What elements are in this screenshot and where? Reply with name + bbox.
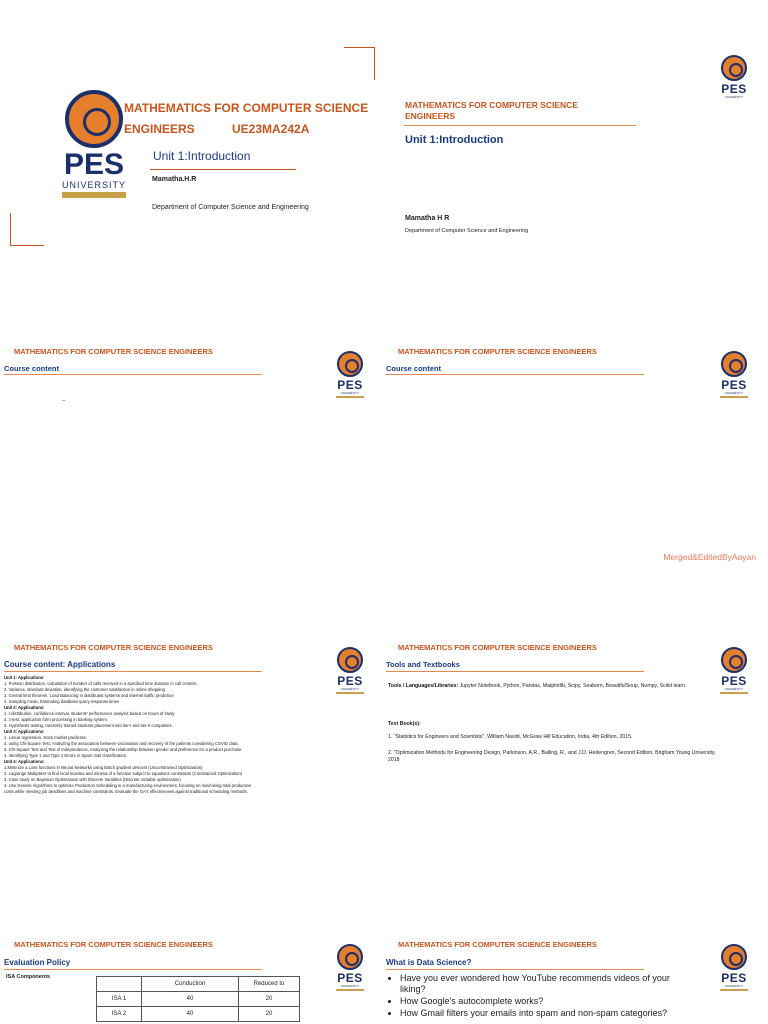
list-item-text: 4. Identifying Type 1 and Type 2 Errors in Spam mail classification. — [4, 753, 128, 758]
logo-bar — [62, 192, 126, 198]
logo-university: UNIVERSITY — [724, 687, 743, 691]
list-item-text: costs while meeting job deadlines and machine constraints. Evaluate the GA's effectiveness against traditional scheduling methods. — [4, 789, 248, 794]
list-item-text: 2. Lagrange Multipliers to find local maxima and minima of a function subject to equations constraints (Constrained Optimization) — [4, 771, 243, 776]
university-logo — [720, 351, 748, 398]
applications-list — [4, 675, 344, 795]
list-item-text: 3. Central limit theorem, Load Balancing in distributed systems and internet traffic prediction — [4, 693, 174, 698]
logo-pes: PES — [337, 971, 363, 985]
seal-icon — [65, 90, 123, 148]
seal-icon — [721, 351, 747, 377]
table-header-cell: Reduced to — [239, 977, 300, 992]
logo-pes: PES — [63, 148, 125, 181]
seal-icon — [337, 351, 363, 377]
university-logo — [336, 944, 364, 991]
unit-heading: Unit 4: Applications: — [4, 759, 45, 764]
department: Department of Computer Science and Engineering — [405, 228, 529, 234]
slide-data-science — [384, 888, 768, 1024]
corner-line-top — [344, 47, 374, 48]
table-header-cell — [97, 977, 142, 992]
logo-pes: PES — [337, 674, 363, 688]
slide-title-text: MATHEMATICS FOR COMPUTER SCIENCE ENGINEERS — [398, 643, 597, 652]
slide-subtitle: Evaluation Policy — [4, 958, 71, 967]
unit-heading: Unit 2: Applications: — [4, 705, 45, 710]
slide-title-text: MATHEMATICS FOR COMPUTER SCIENCE ENGINEERS — [14, 643, 213, 652]
list-item-text: 4. Use Genetic Algorithms to optimize Production Scheduling in a manufacturing environment, focusing on minimising total production — [4, 783, 252, 788]
subtitle-rule — [386, 671, 644, 672]
university-logo — [336, 351, 364, 398]
data-science-bullets — [388, 973, 670, 1020]
slide-title-text: MATHEMATICS FOR COMPUTER SCIENCE ENGINEERS — [398, 940, 597, 949]
subtitle-rule — [4, 671, 262, 672]
list-item-text: 3. Chi-Square Test and Test of Independence, Analyzing the relationship between gender and preference for a product purchase. — [4, 747, 243, 752]
slide-tools — [384, 592, 768, 888]
university-logo — [720, 647, 748, 694]
textbooks-label: Text Book(s): — [388, 721, 421, 727]
logo-pes: PES — [721, 971, 747, 985]
slide-title-text: MATHEMATICS FOR COMPUTER SCIENCE ENGINEERS — [14, 940, 213, 949]
slide-subtitle: What is Data Science? — [386, 958, 472, 967]
seal-icon — [721, 55, 747, 81]
table-row — [97, 1007, 300, 1022]
list-item-text: 2. using Chi-Square Test, Analyzing the association between vaccination and recovery of the patients considering COVID data. — [4, 741, 239, 746]
table-cell: ISA 1 — [97, 992, 142, 1007]
list-item-text: 1.Minimize a Loss functions in Neural Networks using Batch gradient descent (Unconstrained Optimization) — [4, 765, 203, 770]
stray-mark: – — [62, 398, 66, 404]
course-code: UE23MA242A — [232, 122, 310, 136]
logo-pes: PES — [721, 82, 747, 96]
slide-subtitle: Course content — [386, 364, 442, 373]
corner-line-bottom-v — [10, 213, 11, 245]
list-item-text: 1. t-distribution, confidence interval, students' performance analysis based on hours of study — [4, 711, 175, 716]
table-cell: 20 — [239, 1007, 300, 1022]
course-title-line2: ENGINEERS — [124, 122, 195, 136]
logo-university: UNIVERSITY — [62, 180, 127, 190]
list-item-text: 1. Poisson distribution, calculation of number of calls received in a specified time duration in call centers. — [4, 681, 198, 686]
department: Department of Computer Science and Engineering — [152, 204, 309, 211]
list-item-text: 1. Linear regression, stock market prediction — [4, 735, 87, 740]
subtitle-rule — [386, 374, 644, 375]
seal-icon — [337, 944, 363, 970]
slide-course-content-1 — [0, 296, 384, 592]
logo-bar — [720, 989, 748, 991]
slide-title — [0, 0, 384, 296]
logo-university: UNIVERSITY — [340, 984, 359, 988]
list-item-text: 3. Case study on Bayesian Optimization with Discrete Variables (Discrete Variable optimization) — [4, 777, 181, 782]
list-item-text: 2. Variance, standard deviation, identifying the customer satisfaction in online shopping — [4, 687, 166, 692]
watermark-text: Merged&EditedByAayan — [663, 552, 756, 562]
slide-evaluation — [0, 888, 384, 1024]
table-row — [97, 992, 300, 1007]
subtitle-rule — [386, 969, 644, 970]
tools-paragraph — [388, 683, 713, 690]
slide-course-content-2 — [384, 296, 768, 592]
logo-university: UNIVERSITY — [724, 984, 743, 988]
unit-title: Unit 1:Introduction — [405, 134, 504, 146]
title-rule — [404, 125, 636, 126]
table-header-row — [97, 977, 300, 992]
university-logo — [720, 944, 748, 991]
list-item-text: 4. Sampling mean, Estimating database query response times — [4, 699, 120, 704]
list-item-text: 3. Hypothesis testing, randomly trained students placement into tier-I and tier-II companies. — [4, 723, 173, 728]
logo-bar — [336, 989, 364, 991]
logo-bar — [720, 692, 748, 694]
list-item: • How Gmail filters your emails into spam and non-spam categories? — [400, 1008, 670, 1019]
logo-bar — [336, 396, 364, 398]
course-title-line1: MATHEMATICS FOR COMPUTER SCIENCE — [124, 101, 369, 115]
logo-pes: PES — [337, 378, 363, 392]
textbook-1: 1. "Statistics for Engineers and Scientists", William Navidi, McGraw Hill Education, India, 4th Edition, 2015. — [388, 734, 633, 740]
list-item-text: 2. z-test, application form processing in banking system. — [4, 717, 109, 722]
subtitle-rule — [4, 969, 262, 970]
slide-subtitle: Tools and Textbooks — [386, 660, 460, 669]
logo-pes: PES — [721, 378, 747, 392]
table-cell: 40 — [142, 992, 239, 1007]
corner-line-bottom — [10, 245, 44, 246]
unit-heading: Unit 3: Applications: — [4, 729, 45, 734]
table-header-cell: Conduction — [142, 977, 239, 992]
university-logo — [720, 55, 748, 99]
tools-text: Jupyter Notebook, Python, Pandas, Matplotlib, Scipy, Seaborn, BeautifulSoup, Numpy, Scikit learn. — [458, 683, 687, 689]
unit-heading: Unit 1: Applications — [4, 675, 44, 680]
list-item: • Have you ever wondered how YouTube recommends videos of your liking? — [400, 973, 670, 995]
logo-university: UNIVERSITY — [724, 95, 743, 99]
subtitle-rule — [4, 374, 262, 375]
tools-label: Tools / Languages/Libraries: — [388, 683, 459, 689]
slide-title-text: MATHEMATICS FOR COMPUTER SCIENCE ENGINEERS — [14, 347, 213, 356]
slide-intro — [384, 0, 768, 296]
isa-label: ISA Components — [6, 974, 51, 980]
textbook-2: 2. "Optimization Methods for Engineering Design, Parkinson, A.R., Balling, R., and J.D. Hedengren, Second Edition, Brigham Young University, 2018 — [388, 750, 716, 763]
unit-rule — [150, 169, 296, 170]
table-cell: 20 — [239, 992, 300, 1007]
slide-title-text: MATHEMATICS FOR COMPUTER SCIENCE ENGINEERS — [398, 347, 597, 356]
author-name: Mamatha H R — [405, 215, 450, 222]
logo-pes: PES — [721, 674, 747, 688]
seal-icon — [721, 647, 747, 673]
list-item-text: : — [43, 675, 45, 680]
list-item — [4, 789, 344, 795]
corner-line-top-v — [374, 47, 375, 80]
author-name: Mamatha.H.R — [152, 176, 197, 183]
slide-subtitle: Course content — [4, 364, 60, 373]
slide-applications — [0, 592, 384, 888]
logo-bar — [720, 396, 748, 398]
isa-table — [96, 976, 300, 1022]
seal-icon — [337, 647, 363, 673]
logo-university: UNIVERSITY — [724, 391, 743, 395]
university-logo-large — [62, 90, 126, 198]
table-cell: ISA 2 — [97, 1007, 142, 1022]
table-cell: 40 — [142, 1007, 239, 1022]
logo-university: UNIVERSITY — [340, 687, 359, 691]
logo-university: UNIVERSITY — [340, 391, 359, 395]
slide-title-text: MATHEMATICS FOR COMPUTER SCIENCE ENGINEERS — [405, 100, 578, 121]
slide-subtitle: Course content: Applications — [4, 660, 116, 669]
seal-icon — [721, 944, 747, 970]
unit-title: Unit 1:Introduction — [153, 149, 251, 163]
list-item: • How Google's autocomplete works? — [400, 996, 670, 1007]
